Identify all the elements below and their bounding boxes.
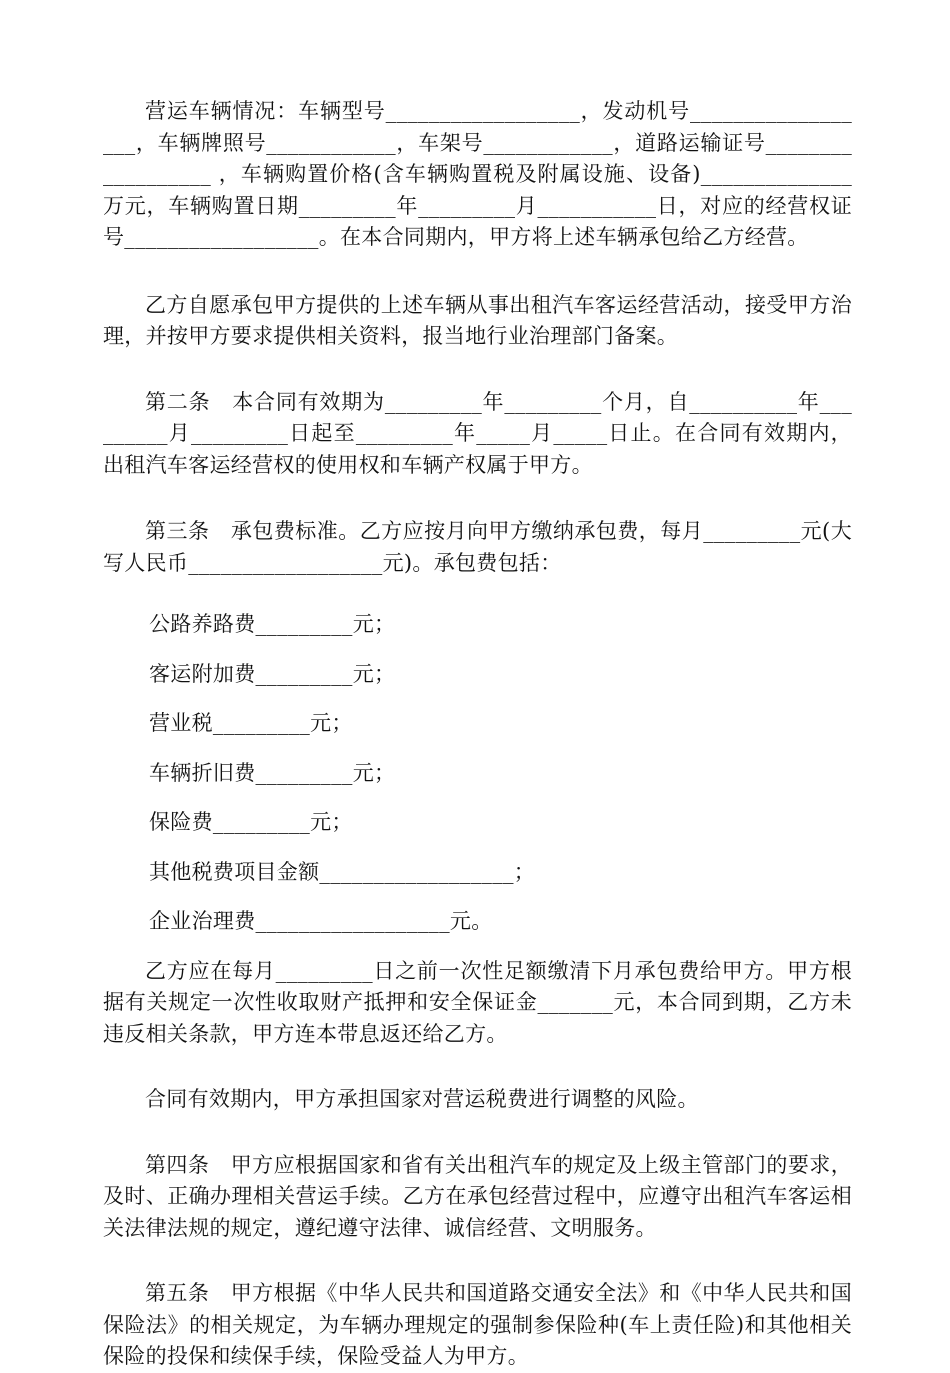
paragraph-article-5: 第五条 甲方根据《中华人民共和国道路交通安全法》和《中华人民共和国保险法》的相关规定，为车辆办理规定的强制参保险种(车上责任险)和其他相关保险的投保和续保手续，保险受益人为甲方。: [103, 1281, 852, 1368]
paragraph-article-4: 第四条 甲方应根据国家和省有关出租汽车的规定及上级主管部门的要求，及时、正确办理相关营运手续。乙方在承包经营过程中，应遵守出租汽车客运相关法律法规的规定，遵纪遵守法律、诚信经营、文明服务。: [103, 1152, 852, 1240]
paragraph-lessee-acceptance: 乙方自愿承包甲方提供的上述车辆从事出租汽车客运经营活动，接受甲方治理，并按甲方要求提供相关资料，报当地行业治理部门备案。: [103, 292, 852, 348]
paragraph-payment-deposit: 乙方应在每月_________日之前一次性足额缴清下月承包费给甲方。甲方根据有关规定一次性收取财产抵押和安全保证金_______元，本合同到期，乙方未违反相关条款，甲方连本带息返还给乙方。: [103, 958, 852, 1046]
fee-item-passenger-surcharge: 客运附加费_________元；: [149, 661, 396, 686]
paragraph-tax-risk: 合同有效期内，甲方承担国家对营运税费进行调整的风险。: [145, 1087, 699, 1111]
paragraph-vehicle-info: 营运车辆情况：车辆型号__________________，发动机号__________________，车辆牌照号____________，车架号____________，道路运输证号__________________ ，车辆购置价格(含车辆购置税及附属设施、设备)______________万元，车辆购置日期_________年_________月___________日，对应的经营权证号__________________。在本合同期内，甲方将上述车辆承包给乙方经营。: [103, 99, 852, 249]
fee-item-management: 企业治理费__________________元。: [149, 909, 493, 933]
fee-item-road-maintenance: 公路养路费_________元；: [149, 612, 396, 636]
paragraph-article-2: 第二条 本合同有效期为_________年_________个月，自__________年_________月_________日起至_________年_____月_____日止。在合同有效期内，出租汽车客运经营权的使用权和车辆产权属于甲方。: [103, 389, 852, 477]
fee-item-business-tax: 营业税_________元；: [149, 711, 353, 735]
fee-item-other-taxes: 其他税费项目金额__________________；: [149, 859, 536, 884]
paragraph-article-3: 第三条 承包费标准。乙方应按月向甲方缴纳承包费，每月_________元(大写人民币__________________元)。承包费包括：: [103, 519, 852, 575]
fee-item-insurance: 保险费_________元；: [149, 810, 353, 834]
fee-item-depreciation: 车辆折旧费_________元；: [149, 760, 396, 785]
